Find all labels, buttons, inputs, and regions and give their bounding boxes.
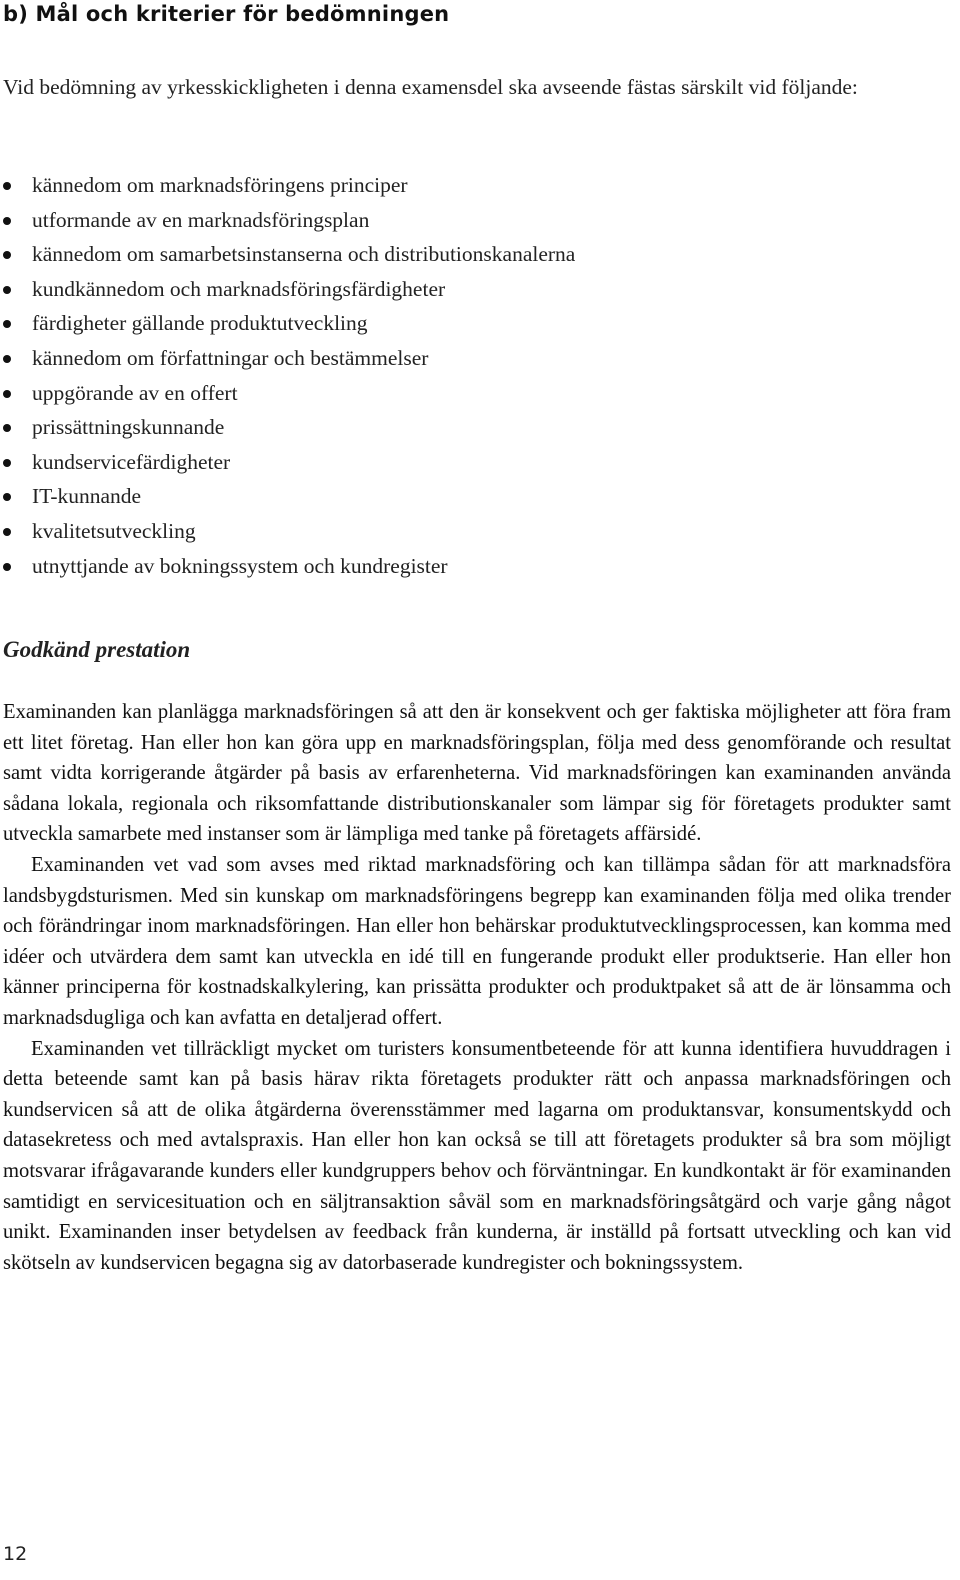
body-text xyxy=(3,697,951,1278)
bullet-icon xyxy=(3,563,11,571)
list-item-label: kännedom om författningar och bestämmelser xyxy=(32,345,429,370)
body-paragraph: Examinanden vet vad som avses med riktad marknadsföring och kan tillämpa sådan för att marknadsföra landsbygdsturismen. Med sin kunskap om marknadsföringens begrepp kan examinanden följa med olika trender och förändringar inom marknadsföringen. Han eller hon behärskar produktutvecklingsprocessen, kan komma med idéer och utvärdera dem samt kan utveckla en idé till en fungerande produkt eller produktserie. Han eller hon känner principerna för kostnadskalkylering, kan prissätta produkter och produktpaket så att de är lönsamma och marknadsdugliga och kan avfatta en detaljerad offert. xyxy=(3,853,951,1029)
list-item xyxy=(0,341,575,376)
criteria-list xyxy=(0,168,575,583)
bullet-icon xyxy=(3,390,11,398)
bullet-icon xyxy=(3,286,11,294)
bullet-icon xyxy=(3,217,11,225)
list-item-label: utformande av en marknadsföringsplan xyxy=(32,207,370,232)
list-item-label: prissättningskunnande xyxy=(32,415,225,440)
list-item-label: IT-kunnande xyxy=(32,484,142,509)
list-item xyxy=(0,272,575,307)
list-item-label: kännedom om samarbetsinstanserna och distributionskanalerna xyxy=(32,242,576,267)
bullet-icon xyxy=(3,182,11,190)
list-item xyxy=(0,445,575,480)
intro-paragraph: Vid bedömning av yrkesskickligheten i denna examensdel ska avseende fästas särskilt vid följande: xyxy=(3,75,858,99)
bullet-icon xyxy=(3,320,11,328)
bullet-icon xyxy=(3,424,11,432)
list-item-label: uppgörande av en offert xyxy=(32,380,238,405)
bullet-icon xyxy=(3,459,11,467)
section-heading: b) Mål och kriterier för bedömningen xyxy=(3,2,450,26)
bullet-icon xyxy=(3,493,11,501)
list-item xyxy=(0,168,575,203)
list-item xyxy=(0,549,575,584)
body-paragraph: Examinanden kan planlägga marknadsföringen så att den är konsekvent och ger faktiska möjligheter att föra fram ett litet företag. Han eller hon kan göra upp en marknadsföringsplan, följa med dess genomförande och resultat samt vidta korrigerande åtgärder på basis av erfarenheterna. Vid marknadsföringen kan examinanden använda sådana lokala, regionala och riksomfattande distributionskanaler som lämpar sig för företagets produkter samt utveckla samarbete med instanser som är lämpliga med tanke på företagets affärsidé. xyxy=(3,701,951,846)
list-item-label: kundkännedom och marknadsföringsfärdigheter xyxy=(32,276,446,301)
subsection-heading: Godkänd prestation xyxy=(3,637,191,662)
list-item xyxy=(0,203,575,238)
list-item-label: kännedom om marknadsföringens principer xyxy=(32,173,408,197)
list-item xyxy=(0,306,575,341)
list-item xyxy=(0,479,575,514)
list-item xyxy=(0,237,575,272)
list-item-label: kundservicefärdigheter xyxy=(32,449,231,474)
list-item xyxy=(0,376,575,411)
list-item-label: kvalitetsutveckling xyxy=(32,518,196,543)
list-item xyxy=(0,410,575,445)
bullet-icon xyxy=(3,528,11,536)
page-number: 12 xyxy=(3,1543,28,1565)
list-item-label: utnyttjande av bokningssystem och kundregister xyxy=(32,553,448,578)
list-item xyxy=(0,514,575,549)
bullet-icon xyxy=(3,355,11,363)
bullet-icon xyxy=(3,251,11,259)
body-paragraph: Examinanden vet tillräckligt mycket om turisters konsumentbeteende för att kunna identifiera huvuddragen i detta beteende samt kan på basis härav rikta företagets produkter rätt och anpassa marknadsföringen och kundservicen så att de olika åtgärderna överensstämmer med lagarna om produktansvar, konsumentskydd och datasekretess och med avtalspraxis. Han eller hon kan också se till att företagets produkter så bra som möjligt motsvarar ifrågavarande kunders eller kundgruppers behov och förväntningar. En kundkontakt är för examinanden samtidigt en servicesituation och en säljtransaktion såväl som en marknadsföringsåtgärd och varje gång något unikt. Examinanden inser betydelsen av feedback från kunderna, är inställd på fortsatt utveckling och kan vid skötseln av kundservicen begagna sig av datorbaserade kundregister och bokningssystem. xyxy=(3,1037,951,1274)
list-item-label: färdigheter gällande produktutveckling xyxy=(32,311,368,336)
